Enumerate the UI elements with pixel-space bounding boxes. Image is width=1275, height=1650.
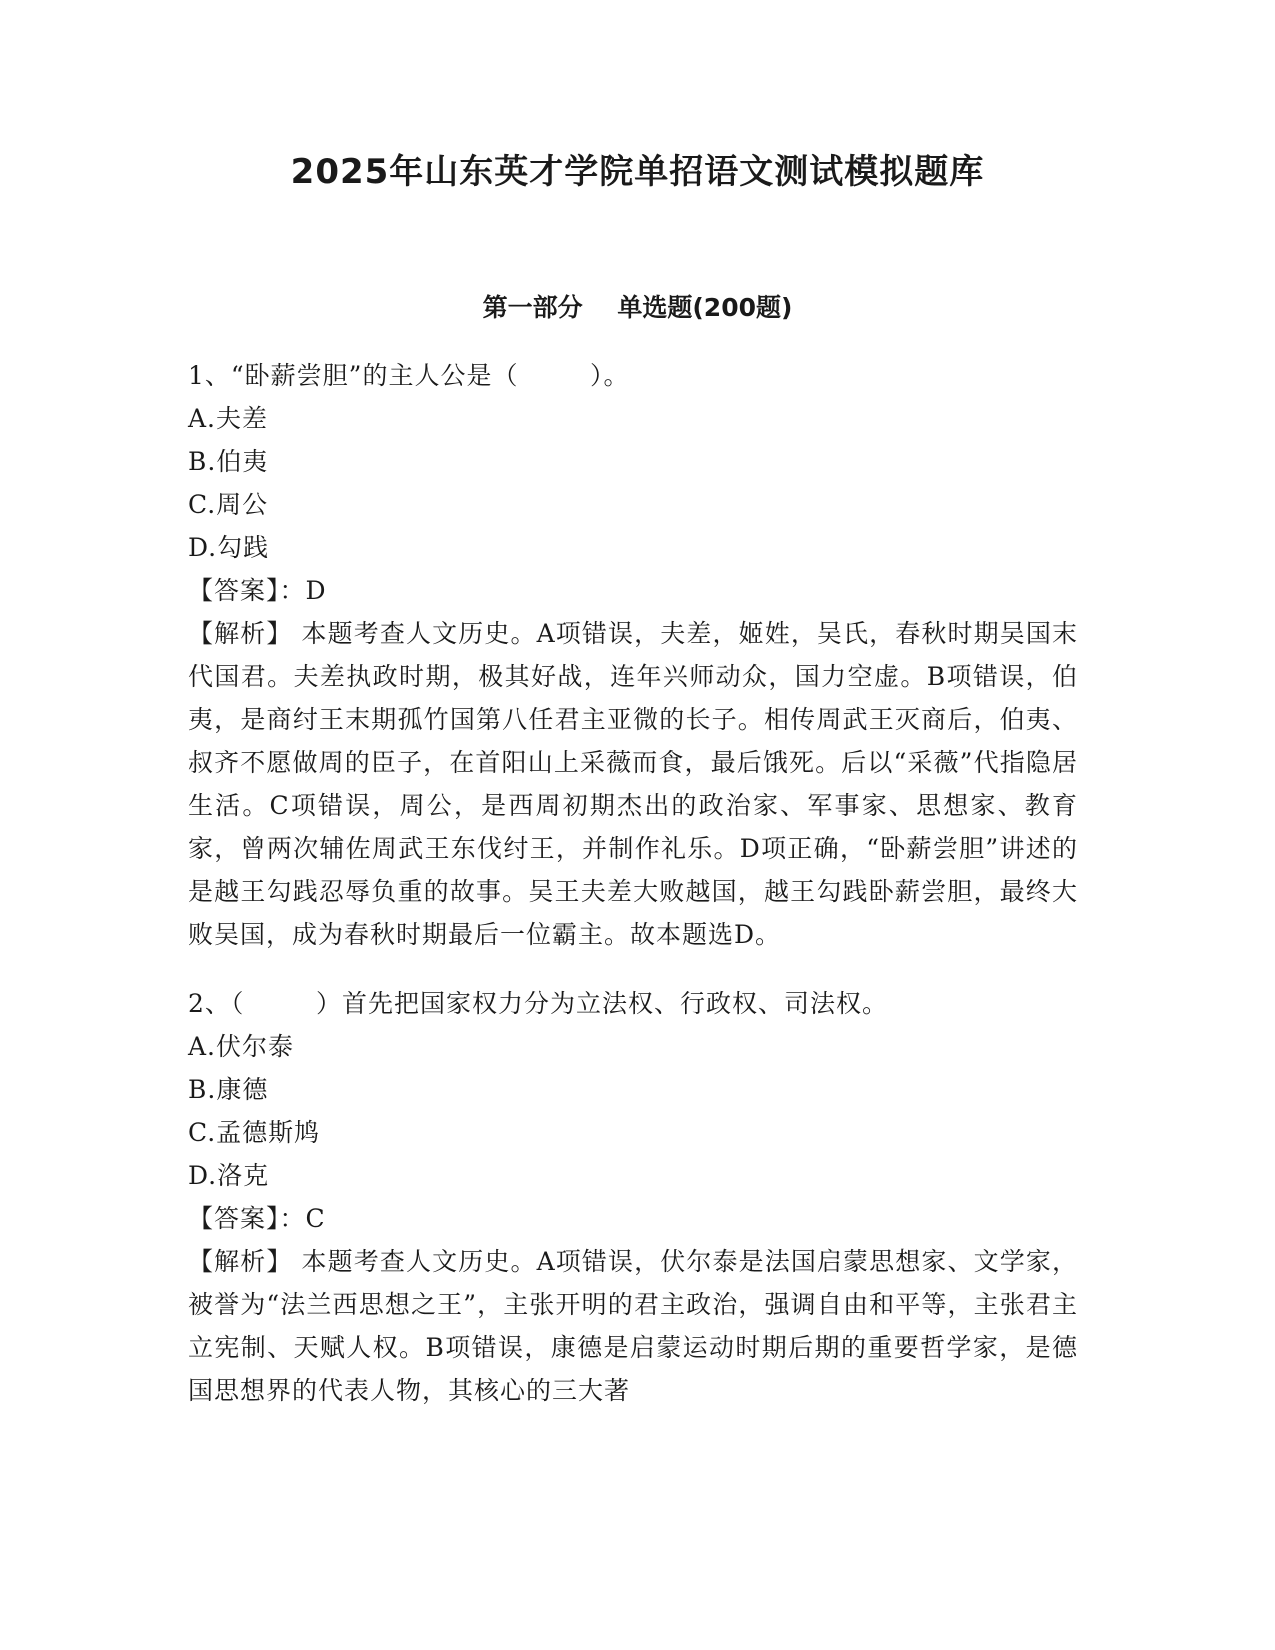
answer-line: 【答案】：D <box>188 576 327 605</box>
question-2 <box>188 982 1078 1412</box>
option-d: D.勾践 <box>188 533 270 562</box>
option-b: B.伯夷 <box>188 447 269 476</box>
question-stem: 1、“卧薪尝胆”的主人公是（ ）。 <box>188 361 630 390</box>
answer-line: 【答案】：C <box>188 1204 326 1233</box>
option-c: C.周公 <box>188 490 269 519</box>
section-title: 第一部分 单选题(200题) <box>482 293 793 322</box>
option-b: B.康德 <box>188 1075 269 1104</box>
question-list <box>188 354 1078 1438</box>
question-1 <box>188 354 1078 956</box>
option-a: A.伏尔泰 <box>188 1032 295 1061</box>
explanation-paragraph: 【解析】 本题考查人文历史。A项错误，伏尔泰是法国启蒙思想家、文学家，被誉为“法兰西思想之王”，主张开明的君主政治，强调自由和平等，主张君主立宪制、天赋人权。B项错误，康德是启蒙运动时期后期的重要哲学家，是德国思想界的代表人物，其核心的三大著 <box>188 1247 1078 1405</box>
document-title: 2025年山东英才学院单招语文测试模拟题库 <box>290 152 985 192</box>
option-a: A.夫差 <box>188 404 269 433</box>
option-c: C.孟德斯鸠 <box>188 1118 321 1147</box>
explanation-paragraph: 【解析】 本题考查人文历史。A项错误，夫差，姬姓，吴氏，春秋时期吴国末代国君。夫差执政时期，极其好战，连年兴师动众，国力空虚。B项错误，伯夷，是商纣王末期孤竹国第八任君主亚微的长子。相传周武王灭商后，伯夷、叔齐不愿做周的臣子，在首阳山上采薇而食，最后饿死。后以“采薇”代指隐居生活。C项错误，周公，是西周初期杰出的政治家、军事家、思想家、教育家，曾两次辅佐周武王东伐纣王，并制作礼乐。D项正确，“卧薪尝胆”讲述的是越王勾践忍辱负重的故事。吴王夫差大败越国，越王勾践卧薪尝胆，最终大败吴国，成为春秋时期最后一位霸主。故本题选D。 <box>188 619 1078 949</box>
option-d: D.洛克 <box>188 1161 270 1190</box>
question-stem: 2、（ ）首先把国家权力分为立法权、行政权、司法权。 <box>188 989 888 1018</box>
